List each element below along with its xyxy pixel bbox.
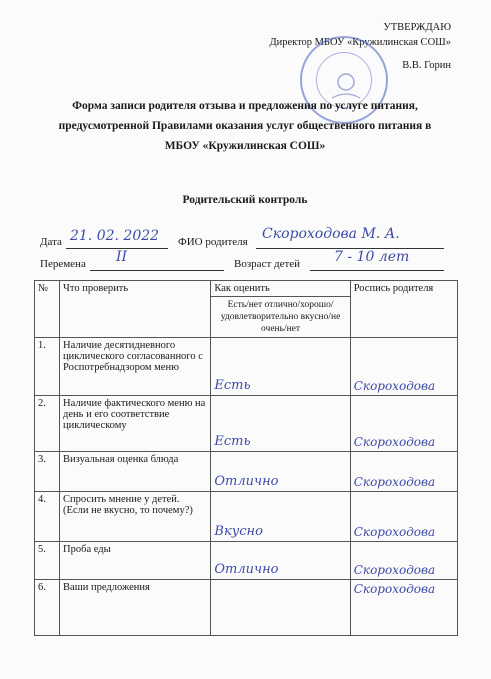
form-subtitle: Родительский контроль (182, 194, 308, 206)
answer-cell[interactable] (211, 338, 350, 396)
title-line-1: Форма записи родителя отзыва и предложения по услуге питания, (72, 100, 418, 112)
header-what: Что проверить (60, 281, 211, 338)
row-answer: Отлично (214, 562, 279, 577)
date-label: Дата (40, 236, 62, 248)
signature-cell[interactable] (350, 542, 457, 580)
table-row (35, 338, 458, 396)
answer-cell[interactable] (211, 452, 350, 492)
fio-label: ФИО родителя (178, 236, 248, 248)
row-signature: Скороходова (353, 582, 436, 596)
row-num: 2. (35, 396, 60, 452)
table-row (35, 542, 458, 580)
header-how-hint: Есть/нет отлично/хорошо/удовлетворительно вкусно/не очень/нет (211, 297, 350, 338)
answer-cell[interactable] (211, 542, 350, 580)
answer-cell[interactable] (211, 492, 350, 542)
signature-cell[interactable] (350, 580, 457, 636)
header-sign: Роспись родителя (350, 281, 457, 338)
row-item: Проба еды (60, 542, 211, 580)
row-answer: Вкусно (214, 524, 263, 539)
break-label: Перемена (40, 258, 86, 270)
signature-cell[interactable] (350, 492, 457, 542)
age-label: Возраст детей (234, 258, 301, 270)
row-item: Наличие десятидневного циклического согласованного с Роспотребнадзором меню (60, 338, 211, 396)
row-signature: Скороходова (353, 435, 436, 449)
row-num: 3. (35, 452, 60, 492)
title-line-3: МБОУ «Кружилинская СОШ» (164, 140, 326, 152)
row-answer: Есть (214, 378, 251, 393)
header-num: № (35, 281, 60, 338)
form-title (20, 96, 470, 156)
row-item: Спросить мнение у детей. (Если не вкусно, то почему?) (60, 492, 211, 542)
approval-position: Директор МБОУ «Кружилинская СОШ» (269, 37, 451, 48)
signature-cell[interactable] (350, 338, 457, 396)
row-answer: Есть (214, 434, 251, 449)
approval-signatory: В.В. Горин (402, 60, 451, 71)
row-num: 4. (35, 492, 60, 542)
title-line-2: предусмотренной Правилами оказания услуг общественного питания в (58, 120, 432, 132)
header-how: Как оценить (211, 281, 350, 297)
row-num: 6. (35, 580, 60, 636)
age-value: 7 - 10 лет (334, 249, 410, 265)
date-value: 21. 02. 2022 (70, 228, 160, 244)
control-table (34, 280, 458, 636)
table-header-row (35, 281, 458, 297)
row-num: 1. (35, 338, 60, 396)
answer-cell[interactable] (211, 396, 350, 452)
row-signature: Скороходова (353, 475, 436, 489)
row-signature: Скороходова (353, 525, 436, 539)
break-field[interactable] (90, 256, 224, 271)
table-row (35, 452, 458, 492)
break-value: II (116, 249, 128, 265)
row-item: Ваши предложения (60, 580, 211, 636)
table-row (35, 580, 458, 636)
table-row (35, 492, 458, 542)
approval-heading: УТВЕРЖДАЮ (383, 22, 451, 33)
signature-cell[interactable] (350, 396, 457, 452)
row-item: Визуальная оценка блюда (60, 452, 211, 492)
table-row (35, 396, 458, 452)
row-item: Наличие фактического меню на день и его соответствие циклическому (60, 396, 211, 452)
signature-cell[interactable] (350, 452, 457, 492)
fio-value: Скороходова М. А. (262, 226, 400, 242)
answer-cell[interactable] (211, 580, 350, 636)
row-signature: Скороходова (353, 563, 436, 577)
row-num: 5. (35, 542, 60, 580)
row-signature: Скороходова (353, 379, 436, 393)
row-answer: Отлично (214, 474, 279, 489)
